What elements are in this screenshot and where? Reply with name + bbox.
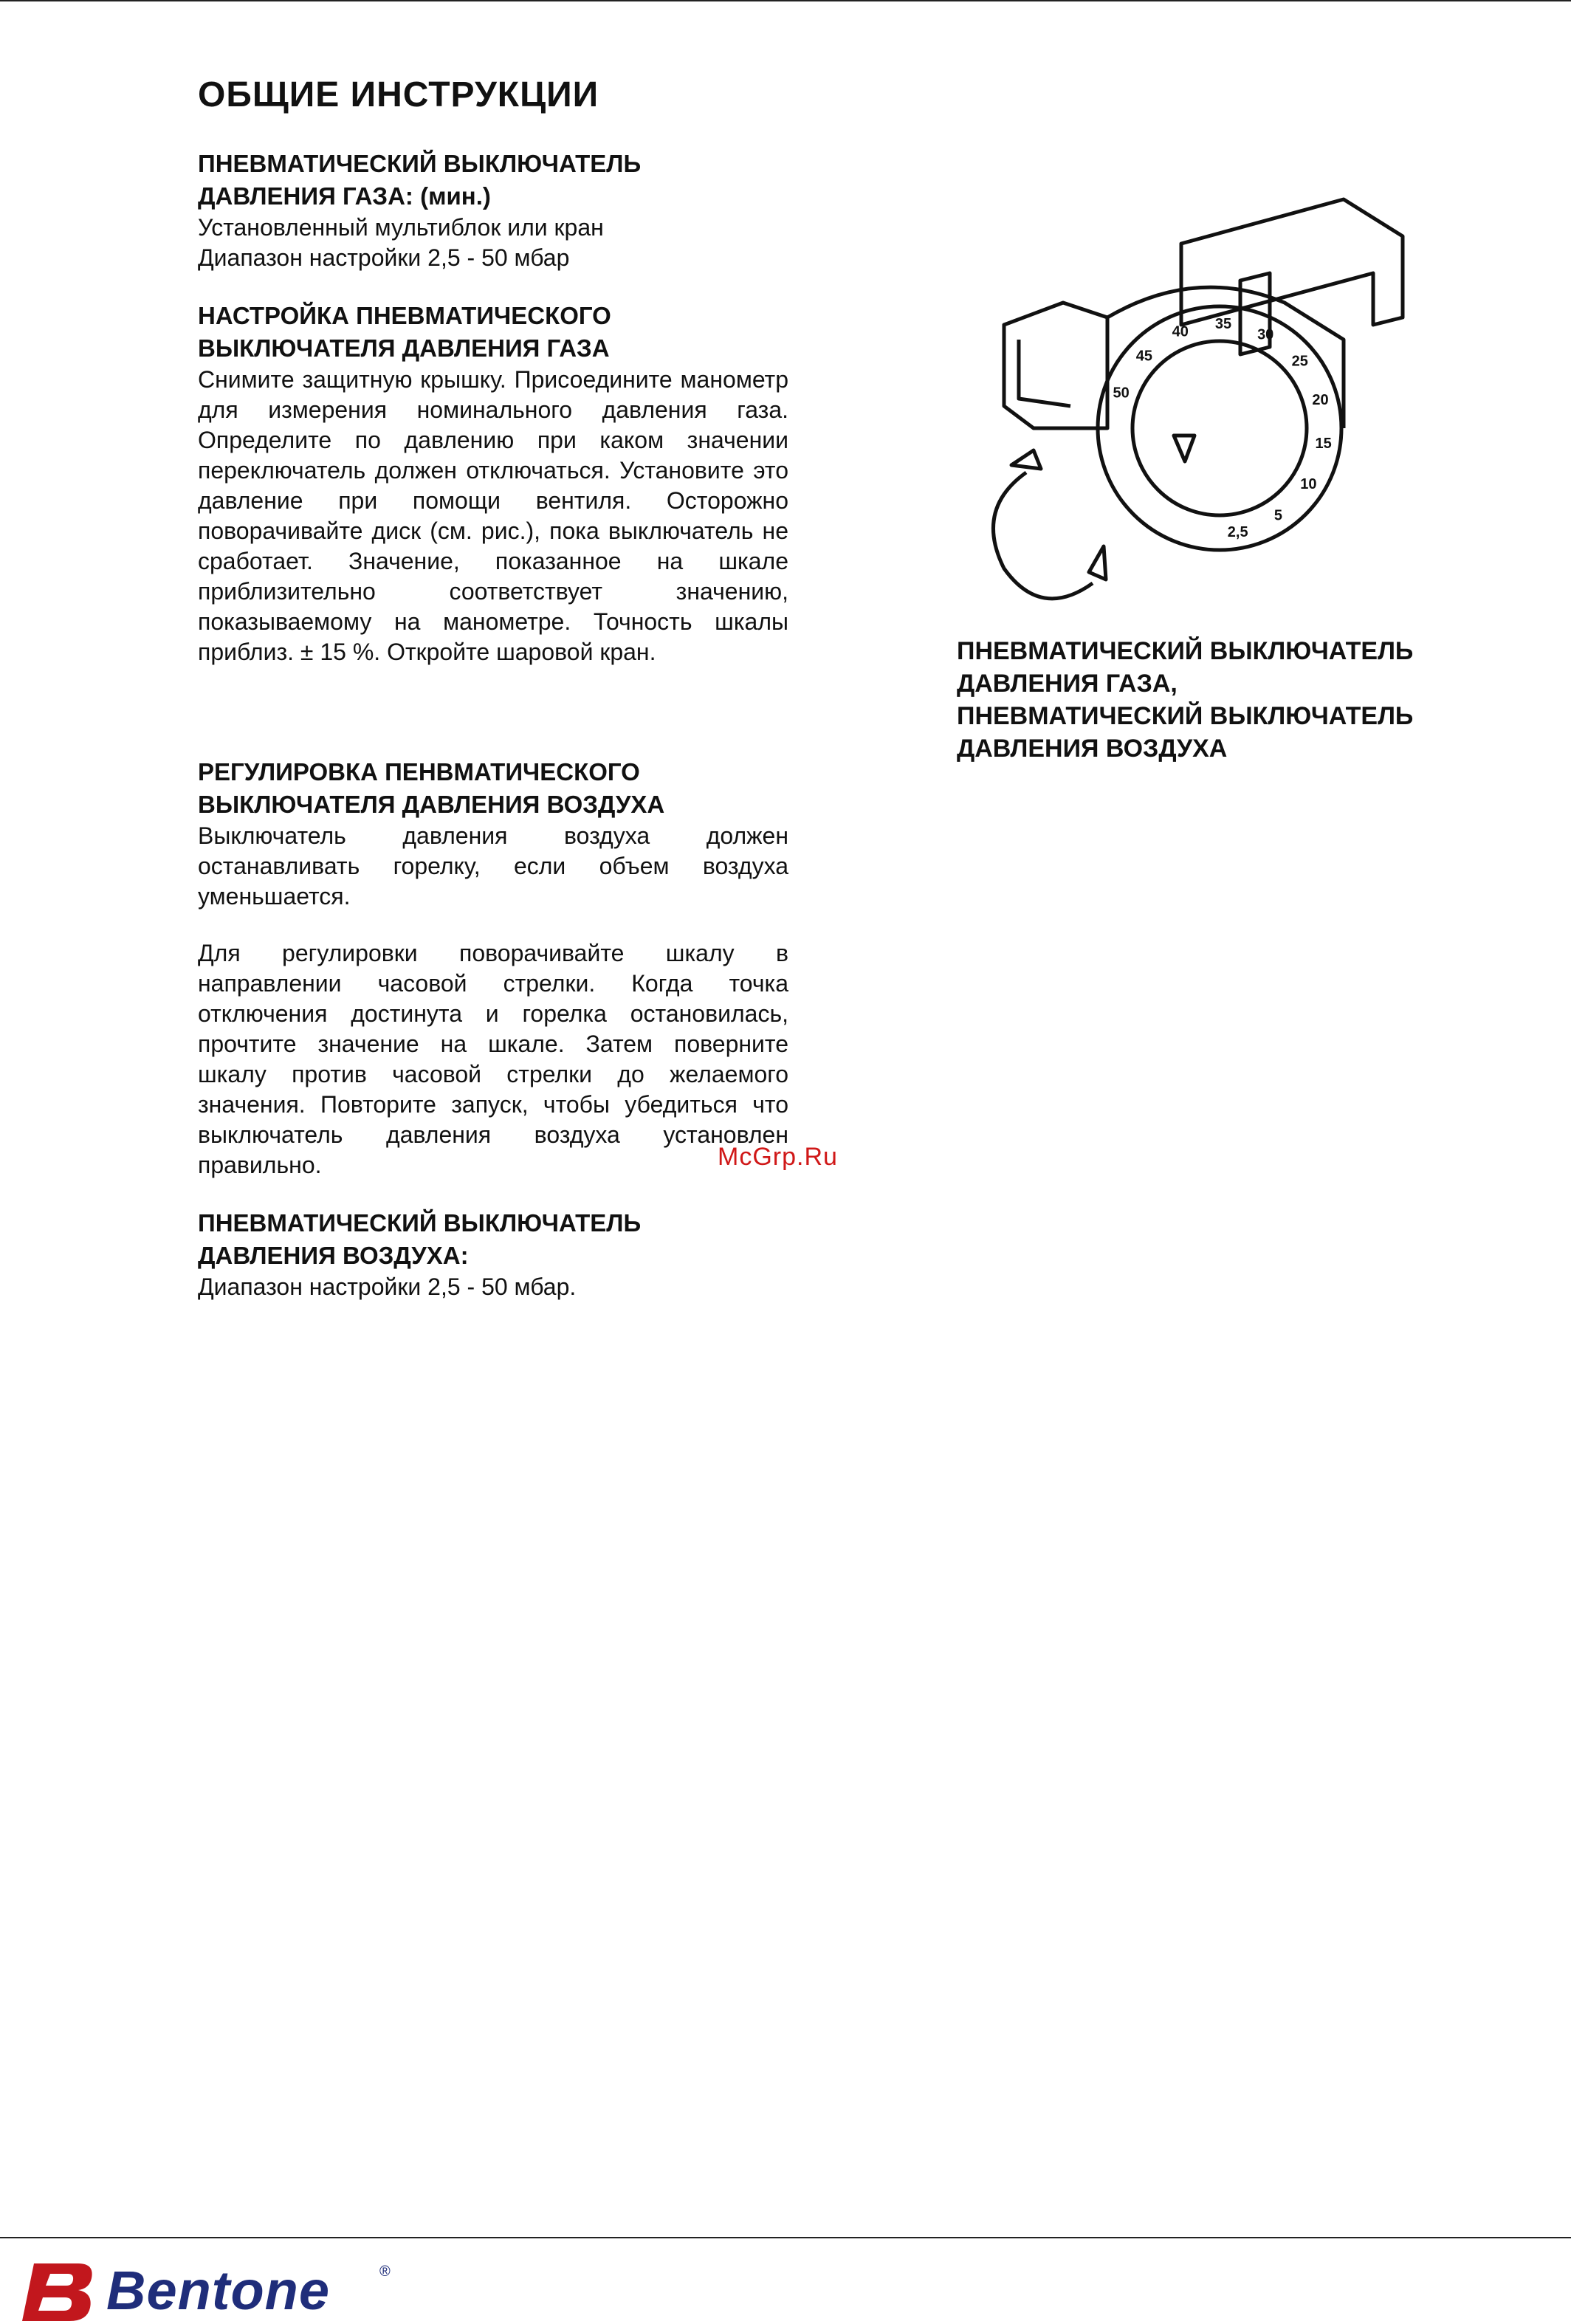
dial-label: 50 <box>1113 385 1130 402</box>
section-heading: ВЫКЛЮЧАТЕЛЯ ДАВЛЕНИЯ ВОЗДУХА <box>198 790 665 818</box>
section-heading: ВЫКЛЮЧАТЕЛЯ ДАВЛЕНИЯ ГАЗА <box>198 334 610 362</box>
section-line: Установленный мультиблок или кран <box>198 213 604 241</box>
section-heading: ДАВЛЕНИЯ ВОЗДУХА: <box>198 1241 469 1269</box>
dial-label: 25 <box>1291 353 1308 370</box>
bentone-logo-icon <box>21 2259 102 2323</box>
caption-line: ДАВЛЕНИЯ ГАЗА, <box>957 670 1178 698</box>
section-line: Диапазон настройки 2,5 - 50 мбар <box>198 244 570 271</box>
section-heading: РЕГУЛИРОВКА ПЕНВМАТИЧЕСКОГО <box>198 757 640 785</box>
bentone-logo <box>21 2259 405 2323</box>
section-air-switch-adjust <box>198 756 788 912</box>
bottom-rule <box>0 2237 1571 2238</box>
dial-label: 30 <box>1257 326 1274 343</box>
dial-label: 10 <box>1300 476 1317 493</box>
section-heading: НАСТРОЙКА ПНЕВМАТИЧЕСКОГО <box>198 301 611 329</box>
brand-name: Bentone <box>106 2260 330 2321</box>
watermark: McGrp.Ru <box>718 1143 838 1171</box>
registered-mark: ® <box>379 2263 391 2280</box>
section-heading: ДАВЛЕНИЯ ГАЗА: (мин.) <box>198 182 491 210</box>
section-body: Снимите защитную крышку. Присоедините манометр для измерения номинального давления газа. Определите по давлению при каком значении переключатель должен отключаться. Установите это давление при помощи вентиля. Осторожно поворачивайте диск (см. рис.), пока выключатель не сработает. Значение, показанное на шкале приблизительно соответствует значению, показываемому на манометре. Точность шкалы приблиз. ± 15 %. Откройте шаровой кран. <box>198 365 788 665</box>
caption-line: ПНЕВМАТИЧЕСКИЙ ВЫКЛЮЧАТЕЛЬ <box>957 702 1414 730</box>
section-line: Диапазон настройки 2,5 - 50 мбар. <box>198 1273 577 1300</box>
section-body: Для регулировки поворачивайте шкалу в направлении часовой стрелки. Когда точка отключения достинута и горелка остановилась, прочтите значение на шкале. Затем поверните шкалу против часовой стрелки до желаемого значения. Повторите запуск, чтобы убедиться что выключатель давления воздуха установлен правильно. <box>198 939 788 1178</box>
figure-caption <box>957 635 1474 765</box>
section-body: Выключатель давления воздуха должен останавливать горелку, если объем воздуха уменьшается. <box>198 822 788 910</box>
section-gas-switch-setup <box>198 300 788 667</box>
dial-inner <box>1132 341 1307 515</box>
instructions-column <box>198 74 788 1329</box>
caption-line: ДАВЛЕНИЯ ВОЗДУХА <box>957 735 1228 763</box>
dial-pointer <box>1174 436 1194 461</box>
dial-label: 20 <box>1312 391 1329 408</box>
dial-label: 45 <box>1135 348 1153 365</box>
left-bracket-edge <box>1019 340 1070 406</box>
dial-label: 15 <box>1315 435 1332 452</box>
section-gas-switch-spec <box>198 148 788 273</box>
section-air-switch-spec <box>198 1207 788 1302</box>
arrow-head-bottom <box>1089 546 1106 580</box>
arrow-head-top <box>1011 450 1041 469</box>
caption-line: ПНЕВМАТИЧЕСКИЙ ВЫКЛЮЧАТЕЛЬ <box>957 637 1414 665</box>
dial-label: 5 <box>1273 507 1282 524</box>
section-heading: ПНЕВМАТИЧЕСКИЙ ВЫКЛЮЧАТЕЛЬ <box>198 1209 642 1237</box>
rotation-arrow <box>993 472 1093 599</box>
dial-label: 40 <box>1172 323 1189 340</box>
page-title: ОБЩИЕ ИНСТРУКЦИИ <box>198 75 599 114</box>
section-air-switch-procedure <box>198 938 788 1180</box>
section-heading: ПНЕВМАТИЧЕСКИЙ ВЫКЛЮЧАТЕЛЬ <box>198 149 642 177</box>
top-rule <box>0 0 1571 1</box>
dial-label: 2,5 <box>1227 523 1248 540</box>
dial-label: 35 <box>1214 316 1232 333</box>
pressure-switch-diagram <box>960 185 1432 628</box>
